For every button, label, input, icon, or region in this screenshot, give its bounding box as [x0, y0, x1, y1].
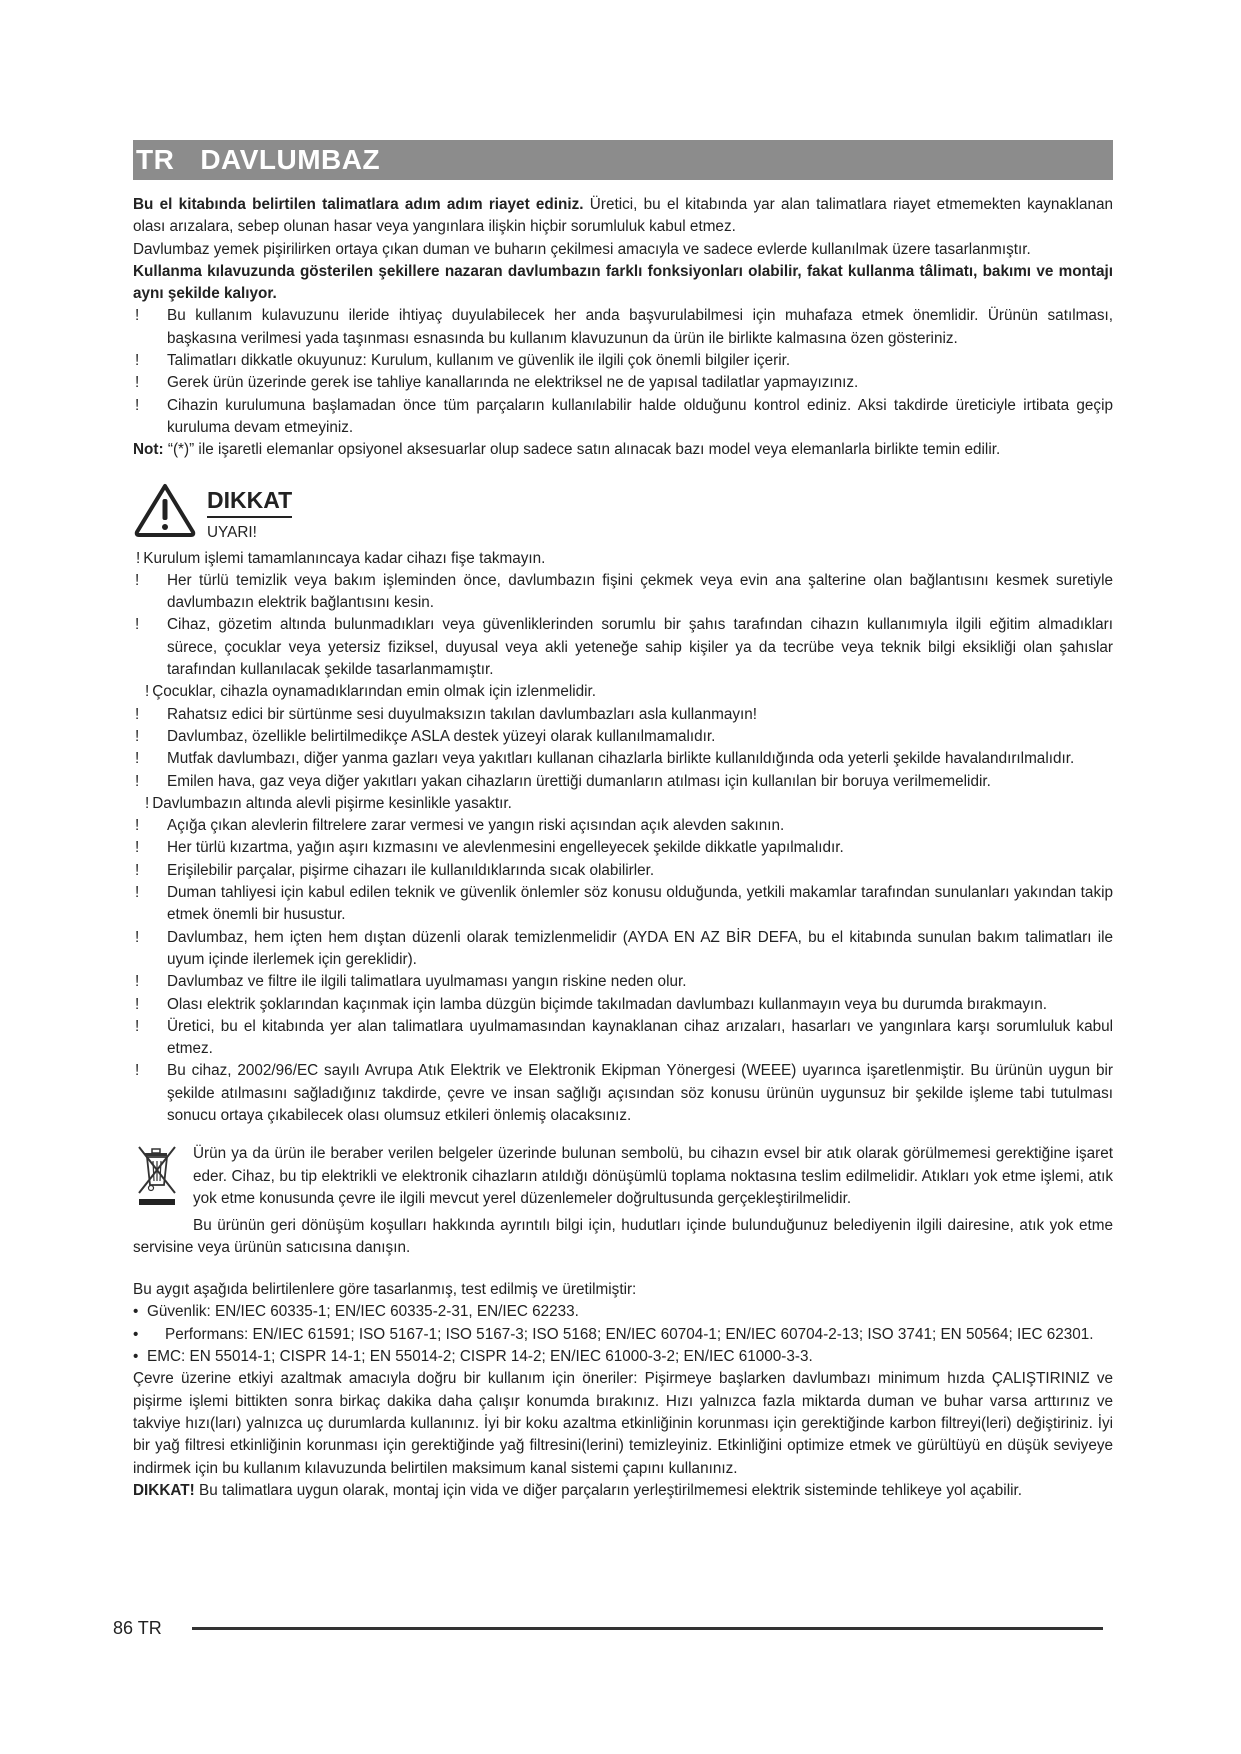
exclamation-mark: !: [135, 995, 140, 1013]
warning-item: ! Davlumbaz, özellikle belirtilmedikçe ASLA destek yüzeyi olarak kullanılmamalıdır.: [133, 726, 1113, 748]
standards-safety: • Güvenlik: EN/IEC 60335-1; EN/IEC 60335-2-31, EN/IEC 62233.: [133, 1301, 1113, 1323]
note-label: Not:: [133, 441, 164, 459]
standards-performance: • Performans: EN/IEC 61591; ISO 5167-1; ISO 5167-3; ISO 5168; EN/IEC 60704-1; EN/IEC 60704-2-13; ISO 3741; EN 50564; IEC 62301.: [133, 1324, 1113, 1346]
exclamation-mark: !: [135, 928, 140, 946]
note-paragraph: [133, 439, 1113, 461]
warning-item: ! Her türlü kızartma, yağın aşırı kızmasını ve alevlenmesini engelleyecek şekilde dikkatle yapılmalıdır.: [133, 837, 1113, 859]
bullet-dot: •: [133, 1348, 139, 1366]
exclamation-mark: !: [135, 307, 140, 325]
exclamation-mark: !: [135, 839, 140, 857]
warning-item: ! Açığa çıkan alevlerin filtrelere zarar vermesi ve yangın riski açısından açık alevden sakının.: [133, 815, 1113, 837]
exclamation-mark: !: [135, 861, 140, 879]
section-title: DAVLUMBAZ: [200, 144, 381, 175]
exclamation-mark: !: [136, 549, 141, 567]
warning-item: ! Duman tahliyesi için kabul edilen teknik ve güvenlik önlemler söz konusu olduğunda, yetkili makamlar tarafından sunulanları yakından takip etmek önemli bir husustur.: [133, 882, 1113, 927]
warning-item: ! Çocuklar, cihazla oynamadıklarından emin olmak için izlenmelidir.: [133, 681, 1113, 703]
intro-text: Üretici, bu el kitabında yar alan talimatlara riayet etmemekten kaynaklanan olası arızalara, sebep olunan hasar veya yangınlara ilişkin hiçbir sorumluluk kabul etmez.: [133, 196, 1113, 236]
page-number: 86 TR: [113, 1618, 162, 1638]
warning-item: ! Rahatsız edici bir sürtünme sesi duyulmaksızın takılan davlumbazları asla kullanmayın!: [133, 704, 1113, 726]
section-title-bar: [133, 140, 1113, 180]
intro-paragraph: [133, 194, 1113, 239]
warning-item: ! Davlumbazın altında alevli pişirme kesinlikle yasaktır.: [133, 793, 1113, 815]
intro-bullet-item: ! Gerek ürün üzerinde gerek ise tahliye kanallarında ne elektriksel ne de yapısal tadilatlar yapmayızınız.: [133, 372, 1113, 394]
warning-item: ! Mutfak davlumbazı, diğer yanma gazları veya yakıtları kullanan cihazlarla birlikte kullanıldığında oda yeterli şekilde havalandırılmalıdır.: [133, 748, 1113, 770]
warning-item: ! Emilen hava, gaz veya diğer yakıtları yakan cihazların ürettiği dumanların atılması için kullanılan bir boruya verilmemelidir.: [133, 771, 1113, 793]
exclamation-mark: !: [135, 1017, 140, 1035]
exclamation-mark: !: [135, 616, 140, 634]
warning-item: ! Davlumbaz ve filtre ile ilgili talimatlara uyulmaması yangın riskine neden olur.: [133, 971, 1113, 993]
manual-body: [133, 194, 1113, 1502]
eco-recommendations: Çevre üzerine etkiyi azaltmak amacıyla doğru bir kullanım için öneriler: Pişirmeye başlarken davlumbazı minimum hızda ÇALIŞTIRINIZ ve pişirme işlemi bittikten sonra birkaç dakika daha çalışır konumda bırakınız. Hızı yalnızca fazla miktarda duman ve buhar varsa arttırınız ve takviye hızı(ları) yalnızca uç durumlarda kullanınız. İyi bir koku azaltma etkinliğinin korunması için gerektiğinde karbon filtreyi(leri) değiştiriniz. İyi bir yağ filtresi etkinliğinin korunması için gerektiğinde yağ filtresini(lerini) temizleyiniz. Etkinliğini optimize etmek ve gürültüyü en düşük seviyeye indirmek için bu kullanım kılavuzunda belirtilen maksimum kanal sistemi çapını kullanınız.: [133, 1370, 1113, 1477]
footer-rule: [192, 1627, 1103, 1630]
exclamation-mark: !: [135, 396, 140, 414]
warning-item: ! Bu cihaz, 2002/96/EC sayılı Avrupa Atık Elektrik ve Elektronik Ekipman Yönergesi (WEEE) uyarınca işaretlenmiştir. Bu ürünün uygun bir şekilde atılmasını sağladığınız takdirde, çevre ve insan sağlığı açısından söz konusu ürünün uygunsuz bir şekilde işleme tabi tutulması sonucu ortaya çıkabilecek olası olumsuz etkileri önlemiş olacaksınız.: [133, 1060, 1113, 1127]
variation-note: Kullanma kılavuzunda gösterilen şekillere nazaran davlumbazın farklı fonksiyonları olabilir, fakat kullanma tâlimatı, bakımı ve montajı aynı şekilde kalıyor.: [133, 262, 1113, 303]
exclamation-mark: !: [135, 973, 140, 991]
bullet-dot: •: [133, 1303, 139, 1321]
exclamation-mark: !: [135, 750, 140, 768]
purpose-paragraph: Davlumbaz yemek pişirilirken ortaya çıkan duman ve buharın çekilmesi amacıyla ve sadece evlerde kullanılmak üzere tasarlanmıştır.: [133, 240, 1031, 258]
exclamation-mark: !: [145, 794, 150, 812]
exclamation-mark: !: [135, 374, 140, 392]
language-code: TR: [136, 144, 175, 175]
final-warning: [133, 1480, 1113, 1502]
warning-triangle-icon: [133, 482, 207, 548]
exclamation-mark: !: [135, 571, 140, 589]
warning-item: ! Her türlü temizlik veya bakım işleminden önce, davlumbazın fişini çekmek veya evin ana şalterine olan bağlantısını kesmek suretiyle davlumbazın elektrik bağlantısını kesin.: [133, 570, 1113, 615]
warning-item: ! Üretici, bu el kitabında yer alan talimatlara uyulmamasından kaynaklanan cihaz arızaları, hasarları ve yangınlara karşı sorumluluk kabul etmez.: [133, 1016, 1113, 1061]
warning-header: [133, 482, 1113, 548]
intro-bullet-item: ! Talimatları dikkatle okuyunuz: Kurulum, kullanım ve güvenlik ile ilgili çok önemli bilgiler içerir.: [133, 350, 1113, 372]
exclamation-mark: !: [135, 772, 140, 790]
warning-item: ! Erişilebilir parçalar, pişirme cihazarı ile kullanıldıklarında sıcak olabilirler.: [133, 860, 1113, 882]
intro-bullet-item: ! Bu kullanım kulavuzunu ileride ihtiyaç duyulabilecek her anda başvurulabilmesi için muhafaza etmek önemlidir. Ürünün satılması, başkasına verilmesi yada taşınması esnasında bu kullanım klavuzunun da ürün ile birlikte kalmasına özen gösteriniz.: [133, 305, 1113, 350]
note-text: “(*)” ile işaretli elemanlar opsiyonel aksesuarlar olup sadece satın alınacak bazı model veya elemanlarla birlikte temin edilir.: [163, 441, 1001, 459]
warning-item: ! Davlumbaz, hem içten hem dıştan düzenli olarak temizlenmelidir (AYDA EN AZ BİR DEFA, bu el kitabında sunulan bakım talimatları ile uyum içinde ilerlemek için gereklidir).: [133, 927, 1113, 972]
crossed-bin-icon: [133, 1143, 193, 1214]
page-content: [133, 140, 1113, 1502]
warning-heading: DIKKAT: [207, 487, 292, 518]
exclamation-mark: !: [135, 352, 140, 370]
weee-section: [133, 1143, 1113, 1214]
warning-subheading: UYARI!: [207, 523, 257, 541]
exclamation-mark: !: [135, 817, 140, 835]
page-footer: [113, 1618, 1103, 1639]
recycling-info: Bu ürünün geri dönüşüm koşulları hakkında ayrıntılı bilgi için, hudutları içinde bulunduğunuz belediyenin ilgili dairesine, atık yok etme servisine veya ürünün satıcısına danışın.: [133, 1216, 1113, 1256]
intro-bullet-item: ! Cihazin kurulumuna başlamadan önce tüm parçaların kullanılabilir halde olduğunu kontrol ediniz. Aksi takdirde üreticiyle irtibata geçip kuruluma devam etmeyiniz.: [133, 395, 1113, 440]
final-warning-text: Bu talimatlara uygun olarak, montaj için vida ve diğer parçaların yerleştirilmemesi elektrik sisteminde tehlikeye yol açabilir.: [194, 1481, 1022, 1499]
intro-bold: Bu el kitabında belirtilen talimatlara adım adım riayet ediniz.: [133, 196, 584, 213]
exclamation-mark: !: [135, 1062, 140, 1080]
standards-emc: • EMC: EN 55014-1; CISPR 14-1; EN 55014-2; CISPR 14-2; EN/IEC 61000-3-2; EN/IEC 61000-3-3.: [133, 1346, 1113, 1368]
exclamation-mark: !: [135, 727, 140, 745]
bullet-dot: •: [133, 1325, 139, 1343]
warning-item: ! Olası elektrik şoklarından kaçınmak için lamba düzgün biçimde takılmadan davlumbazı kullanmayın veya bu durumda bırakmayın.: [133, 994, 1113, 1016]
intro-bullet-list: [133, 305, 1113, 439]
warning-item: ! Cihaz, gözetim altında bulunmadıkları veya güvenliklerinden sorumlu bir şahıs tarafından cihazın kullanımıyla ilgili eğitim almadıkları sürece, çocuklar veya yetersiz fiziksel, duyusal veya akli yeteneğe sahip kişiler ya da tecrübe veya teknik bilgi eksikliği olan şahıslar tarafından kullanılacak şekilde tasarlanmamıştır.: [133, 614, 1113, 681]
final-warning-label: DIKKAT!: [133, 1481, 195, 1499]
warning-list: [133, 548, 1113, 1128]
warning-item: ! Kurulum işlemi tamamlanıncaya kadar cihazı fişe takmayın.: [133, 548, 1113, 570]
exclamation-mark: !: [145, 683, 150, 701]
standards-intro: Bu aygıt aşağıda belirtilenlere göre tasarlanmış, test edilmiş ve üretilmiştir:: [133, 1281, 637, 1299]
exclamation-mark: !: [135, 705, 140, 723]
weee-paragraph: Ürün ya da ürün ile beraber verilen belgeler üzerinde bulunan sembolü, bu cihazın evsel bir atık olarak görülmemesi gerektiğine işaret eder. Cihaz, bu tip elektrikli ve elektronik cihazların atıldığı dönüşümlü toplama noktasına teslim edilmelidir. Atıkları yok etme işlemi, atık yok etme konusunda çevre ile ilgili mevcut yerel düzenlemeler doğrultusunda gerçekleştirilmelidir.: [193, 1145, 1113, 1207]
exclamation-mark: !: [135, 884, 140, 902]
